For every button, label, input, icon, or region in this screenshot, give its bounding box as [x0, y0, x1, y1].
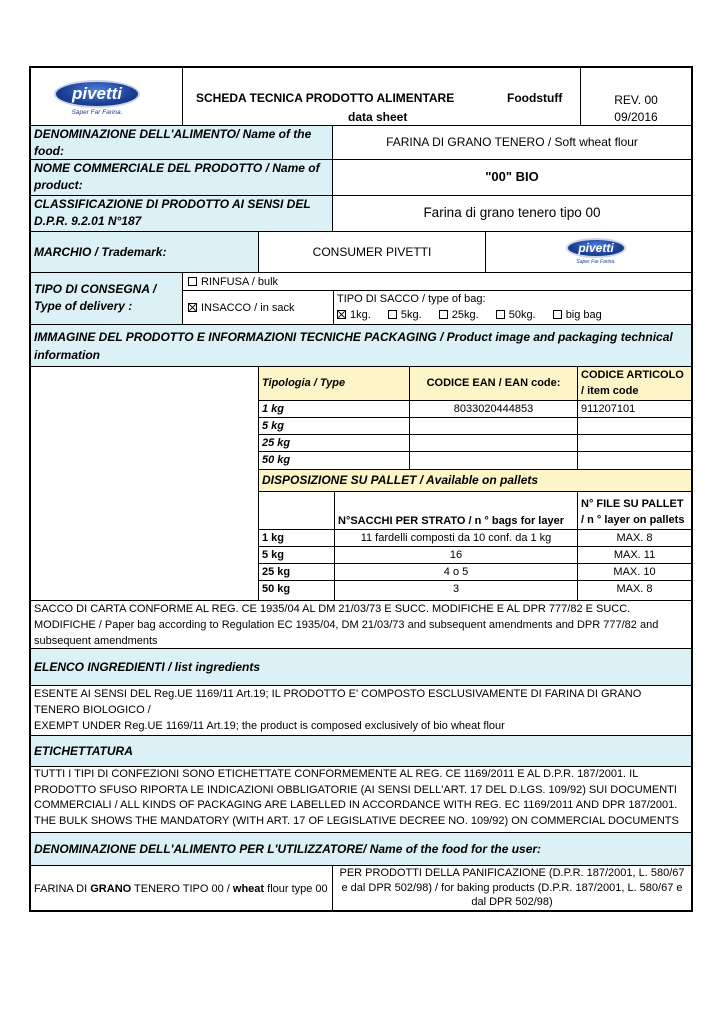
pallet-layers-cell: MAX. 10	[577, 564, 691, 581]
insacco-checkbox[interactable]	[188, 303, 197, 312]
classificazione-label: CLASSIFICAZIONE DI PRODOTTO AI SENSI DEL D.P.R. 9.2.01 N°187	[31, 196, 332, 231]
logo-tagline-small: Saper Far Farina.	[576, 259, 616, 265]
pallet-bags-cell: 11 fardelli composti da 10 conf. da 1 kg	[334, 530, 577, 547]
ean-item-cell	[577, 435, 691, 452]
table-row	[258, 400, 691, 417]
consegna-label: TIPO DI CONSEGNA / Type of delivery :	[31, 273, 182, 324]
ean-code-cell	[409, 452, 577, 470]
ean-item-cell: 911207101	[577, 401, 691, 418]
immagine-label: IMMAGINE DEL PRODOTTO E INFORMAZIONI TECNICHE PACKAGING / Product image and packaging technical information	[34, 330, 673, 362]
ingredienti-text-en: EXEMPT UNDER Reg.UE 1169/11 Art.19; the product is composed exclusively of bio wheat flour	[34, 720, 505, 732]
nome-commerciale-label: NOME COMMERCIALE DEL PRODOTTO / Name of product:	[31, 160, 332, 195]
table-row	[258, 451, 691, 469]
table-row	[258, 546, 691, 563]
header-logo	[31, 68, 182, 126]
bag-25kg: 25kg.	[439, 309, 479, 321]
bag-options	[337, 307, 688, 323]
marchio-label: MARCHIO / Trademark:	[31, 232, 258, 272]
consegna-row	[29, 273, 693, 325]
ingredienti-text-it: ESENTE AI SENSI DEL Reg.UE 1169/11 Art.19; IL PRODOTTO E' COMPOSTO ESCLUSIVAMENTE DI FARINA DI GRANO TENERO BIOLOGICO /	[34, 688, 642, 716]
table-row	[258, 563, 691, 580]
ean-code-cell	[409, 435, 577, 452]
table-row	[258, 434, 691, 451]
pivetti-logo-small: pivetti	[566, 238, 626, 258]
pallet-header-layers: N° FILE SU PALLET / n ° layer on pallets	[577, 491, 691, 529]
bag-25kg-checkbox[interactable]	[439, 310, 448, 319]
ean-code-cell	[409, 418, 577, 435]
bag-5kg-checkbox[interactable]	[388, 310, 397, 319]
data-sheet	[29, 66, 693, 912]
ean-header-type: Tipologia / Type	[258, 367, 409, 400]
logo-tagline: Saper Far Farina.	[71, 109, 123, 116]
immagine-row	[29, 325, 693, 367]
pallet-header-bags: N°SACCHI PER STRATO / n ° bags for layer	[334, 491, 577, 529]
sacco-note-row	[29, 601, 693, 649]
classificazione-value: Farina di grano tenero tipo 00	[332, 196, 691, 231]
etichettatura-header-row	[29, 736, 693, 767]
title-line1: SCHEDA TECNICA PRODOTTO ALIMENTARE	[196, 91, 455, 105]
pallet-size-cell: 25 kg	[258, 564, 334, 581]
denominazione-label: DENOMINAZIONE DELL'ALIMENTO/ Name of the food:	[31, 126, 332, 159]
bag-5kg: 5kg.	[388, 309, 422, 321]
header-row	[29, 66, 693, 126]
header-revision	[580, 68, 691, 126]
bag-1kg: 1kg.	[337, 309, 371, 321]
rev-number: REV. 00	[614, 93, 658, 107]
ingredienti-text-row	[29, 686, 693, 736]
bag-bigbag: big bag	[553, 309, 602, 321]
bag-1kg-checkbox[interactable]	[337, 310, 346, 319]
pivetti-logo: pivetti	[54, 80, 140, 108]
pallet-size-cell: 50 kg	[258, 581, 334, 601]
pallet-size-cell: 1 kg	[258, 530, 334, 547]
etichettatura-text: TUTTI I TIPI DI CONFEZIONI SONO ETICHETTATE CONFORMEMENTE AL REG. CE 1169/2011 E AL D.P.R. 187/2001. IL PRODOTTO SFUSO RIPORTA LE INDICAZIONI OBBLIGATORIE (AI SENSI DELL'ART. 17 DEL D.LGS. 109/92) SUI DOCUMENTI COMMERCIALI / ALL KINDS OF PACKAGING ARE LABELLED IN ACCORDANCE WITH REG. EC 1169/2011 AND DPR 187/2001. THE BULK SHOWS THE MANDATORY (WITH ART. 17 OF LEGISLATIVE DECREE NO. 109/92) ON COMMERCIAL DOCUMENTS	[34, 768, 679, 827]
bag-bigbag-checkbox[interactable]	[553, 310, 562, 319]
ean-type-cell: 1 kg	[258, 401, 409, 418]
pallet-layers-cell: MAX. 8	[577, 530, 691, 547]
title-line2: data sheet	[348, 110, 408, 124]
pallet-bags-cell: 4 o 5	[334, 564, 577, 581]
classificazione-row	[29, 196, 693, 232]
pallet-layers-cell: MAX. 11	[577, 547, 691, 564]
utilizzatore-right: PER PRODOTTI DELLA PANIFICAZIONE (D.P.R. 187/2001, L. 580/67 e dal DPR 502/98) / for baking products (D.P.R. 187/2001, L. 580/67 e dal DPR 502/98)	[332, 866, 691, 910]
sacco-type	[333, 290, 691, 324]
utilizzatore-left: FARINA DI GRANO TENERO TIPO 00 / wheat flour type 00	[34, 883, 328, 895]
table-row	[258, 417, 691, 434]
ean-item-cell	[577, 452, 691, 470]
ingredienti-text	[31, 686, 691, 734]
etichettatura-text-row	[29, 767, 693, 833]
rinfusa-option: RINFUSA / bulk	[182, 273, 691, 290]
ean-code-cell: 8033020444853	[409, 401, 577, 418]
table-row	[258, 580, 691, 600]
product-image-area	[31, 367, 258, 600]
utilizzatore-row	[29, 866, 693, 912]
denominazione-value: FARINA DI GRANO TENERO / Soft wheat flour	[332, 126, 691, 159]
tech-block	[29, 367, 693, 601]
marchio-logo-cell	[485, 232, 691, 272]
bag-50kg-checkbox[interactable]	[496, 310, 505, 319]
rinfusa-checkbox[interactable]	[188, 277, 197, 286]
pallet-size-cell: 5 kg	[258, 547, 334, 564]
denominazione-row	[29, 126, 693, 160]
nome-commerciale-row	[29, 160, 693, 196]
ean-type-cell: 50 kg	[258, 452, 409, 470]
header-title	[182, 68, 580, 126]
pallet-label: DISPOSIZIONE SU PALLET / Available on pallets	[258, 469, 691, 491]
ingredienti-header-row	[29, 649, 693, 686]
ean-item-cell	[577, 418, 691, 435]
insacco-option: INSACCO / in sack	[182, 290, 333, 324]
marchio-row	[29, 232, 693, 273]
pallet-layers-cell: MAX. 8	[577, 581, 691, 601]
marchio-value: CONSUMER PIVETTI	[258, 232, 485, 272]
pallet-bags-cell: 3	[334, 581, 577, 601]
utilizzatore-label: DENOMINAZIONE DELL'ALIMENTO PER L'UTILIZZATORE/ Name of the food for the user:	[34, 842, 542, 856]
ingredienti-label: ELENCO INGREDIENTI / list ingredients	[34, 660, 261, 674]
bag-50kg: 50kg.	[496, 309, 536, 321]
utilizzatore-header-row	[29, 833, 693, 866]
etichettatura-label: ETICHETTATURA	[34, 744, 133, 758]
ean-header-item: CODICE ARTICOLO / item code	[577, 367, 691, 400]
ean-type-cell: 5 kg	[258, 418, 409, 435]
pallet-header-blank	[258, 491, 334, 529]
table-row	[258, 529, 691, 546]
title-foodstuff: Foodstuff	[507, 91, 563, 105]
ean-type-cell: 25 kg	[258, 435, 409, 452]
sacco-label: TIPO DI SACCO / type of bag:	[337, 293, 486, 305]
ean-header-code: CODICE EAN / EAN code:	[409, 367, 577, 400]
pallet-bags-cell: 16	[334, 547, 577, 564]
rev-date: 09/2016	[614, 110, 658, 124]
nome-commerciale-value: "00" BIO	[332, 160, 691, 195]
sacco-note: SACCO DI CARTA CONFORME AL REG. CE 1935/04 AL DM 21/03/73 E SUCC. MODIFICHE E AL DPR 777/82 E SUCC. MODIFICHE / Paper bag according to Regulation EC 1935/04, DM 21/03/73 and subsequent amendments and DPR 777/82 and subsequent amendments	[34, 603, 659, 647]
